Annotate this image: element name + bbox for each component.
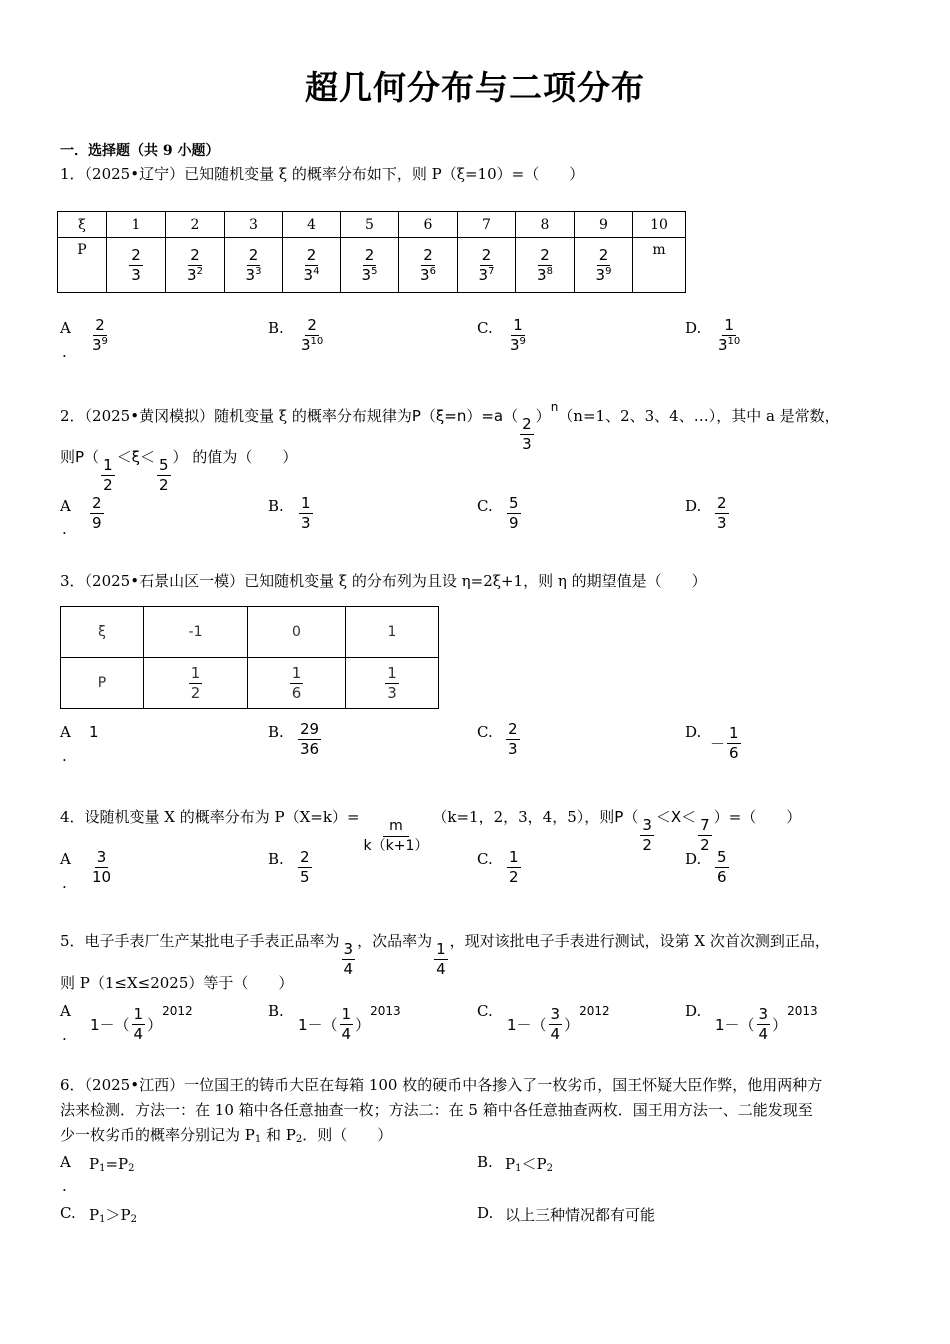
option-d-value: $\frac{1}{3^{10}}$ — [718, 316, 741, 354]
table-header-cell: 1 — [346, 607, 439, 658]
question-2-stem: 2．（2025•黄冈模拟）随机变量 ξ 的概率分布规律为P（ξ=n）=a（ $\frac{2}{3}$ ）$^n$（n=1、2、3、4、…），其中 a 是常数， — [60, 400, 840, 453]
table-header-cell: 7 — [458, 212, 516, 238]
question-6-line3: 少一枚劣币的概率分别记为 $P_1$ 和 $P_2$．则（ ） — [60, 1126, 393, 1145]
table-cell — [516, 238, 575, 293]
option-c-label: C. — [477, 850, 493, 868]
option-d-label: D. — [685, 723, 702, 741]
question-3-stem: 3．（2025•石景山区一模）已知随机变量 ξ 的分布列为且设 η=2ξ+1，则 η 的期望值是（ ） — [60, 572, 707, 590]
option-d-label: D. — [685, 1002, 702, 1020]
option-c-label: C. — [477, 723, 493, 741]
option-d-value: $\frac{2}{3}$ — [717, 494, 727, 532]
question-5-stem: 5．电子手表厂生产某批电子手表正品率为 $\frac{3}{4}$ ，次品率为 $\frac{1}{4}$ ，现对该批电子手表进行测试，设第 X 次首次测到正品， — [60, 932, 830, 978]
table-cell — [107, 238, 166, 293]
option-a-value: $\frac{3}{10}$ — [92, 848, 112, 886]
table-header-cell: ξ — [58, 212, 107, 238]
option-a-value: $P_1=P_2$ — [89, 1155, 135, 1174]
option-b-value: 1－（ $\frac{1}{4}$ ）$^{2013}$ — [298, 1004, 401, 1043]
option-d-label: D. — [685, 850, 702, 868]
table-cell — [575, 238, 633, 293]
option-b-value: $\frac{2}{5}$ — [300, 848, 310, 886]
question-4-stem: 4．设随机变量 X 的概率分布为 P（X=k）= $\frac{m}{k(k+1)}$ （k=1，2，3，4，5），则P（ $\frac{3}{2}$ ＜X＜ $\frac{7}{2}$ ）=（ ） — [60, 808, 802, 854]
table-cell: m — [633, 238, 686, 293]
table-cell: $\frac{1}{3}$ — [346, 658, 439, 709]
option-b-value: $P_1<P_2$ — [505, 1155, 553, 1174]
fraction: $\frac{2}{3^4}$ — [303, 245, 320, 284]
fraction: $\frac{2}{3^8}$ — [537, 245, 553, 284]
option-b-value: $\frac{29}{36}$ — [300, 720, 320, 758]
option-a-dot: . — [62, 1177, 67, 1195]
option-d-value: － $\frac{1}{6}$ — [710, 724, 739, 762]
table-header-cell: 5 — [341, 212, 399, 238]
option-c-label: C. — [477, 1002, 493, 1020]
table-cell: $\frac{1}{6}$ — [248, 658, 346, 709]
fraction: $\frac{2}{3^7}$ — [478, 245, 495, 284]
option-d-label: D. — [477, 1204, 494, 1222]
option-d-value: 以上三种情况都有可能 — [505, 1206, 656, 1224]
table-header-cell: 10 — [633, 212, 686, 238]
table-header-cell: 1 — [107, 212, 166, 238]
option-b-label: B. — [268, 850, 284, 868]
option-a-label: A — [60, 850, 71, 868]
option-a-dot: . — [62, 747, 67, 765]
option-d-label: D. — [685, 319, 702, 337]
fraction: $\frac{2}{3^6}$ — [420, 245, 436, 284]
question-6-line1: 6．（2025•江西）一位国王的铸币大臣在每箱 100 枚的硬币中各掺入了一枚劣币，国王怀疑大臣作弊，他用两种方 — [60, 1076, 823, 1094]
option-a-dot: . — [62, 520, 67, 538]
section-heading: 一．选择题（共 9 小题） — [60, 143, 220, 159]
option-c-value: $\frac{1}{2}$ — [509, 848, 519, 886]
table-cell: $\frac{1}{2}$ — [144, 658, 248, 709]
option-c-value: $\frac{2}{3}$ — [508, 720, 518, 758]
option-b-label: B. — [268, 1002, 284, 1020]
table-cell — [341, 238, 399, 293]
option-a-value: $\frac{2}{9}$ — [92, 494, 102, 532]
table-cell — [283, 238, 341, 293]
option-a-label: A — [60, 1153, 71, 1171]
option-c-value: $\frac{5}{9}$ — [509, 494, 519, 532]
fraction: $\frac{2}{3^3}$ — [245, 245, 262, 284]
option-a-dot: . — [62, 343, 67, 361]
question-1-stem: 1．（2025•辽宁）已知随机变量 ξ 的概率分布如下，则 P（ξ=10）=（ ） — [60, 165, 585, 183]
option-c-label: C. — [60, 1204, 76, 1222]
table-header-cell: -1 — [144, 607, 248, 658]
table-cell — [166, 238, 225, 293]
option-a-value: 1 — [89, 723, 99, 741]
table-cell — [225, 238, 283, 293]
table-row-label: P — [61, 658, 144, 709]
option-d-value: $\frac{5}{6}$ — [717, 848, 727, 886]
option-b-label: B. — [268, 723, 284, 741]
question-5-line2: 则 P（1≤X≤2025）等于（ ） — [60, 974, 294, 992]
option-d-value: 1－（ $\frac{3}{4}$ ）$^{2013}$ — [715, 1004, 818, 1043]
option-a-value: $\frac{2}{3^9}$ — [92, 316, 108, 354]
option-a-dot: . — [62, 874, 67, 892]
table-header-cell: 3 — [225, 212, 283, 238]
table-header-cell: 4 — [283, 212, 341, 238]
option-a-dot: . — [62, 1026, 67, 1044]
option-a-label: A — [60, 723, 71, 741]
question-6-line2: 法来检测．方法一：在 10 箱中各任意抽查一枚；方法二：在 5 箱中各任意抽查两枚．国王用方法一、二能发现至 — [60, 1101, 813, 1119]
option-a-label: A — [60, 319, 71, 337]
option-c-value: $P_1>P_2$ — [89, 1206, 137, 1225]
option-b-value: $\frac{2}{3^{10}}$ — [301, 316, 324, 354]
fraction: $\frac{2}{3^9}$ — [595, 245, 612, 284]
page-title: 超几何分布与二项分布 — [305, 68, 645, 107]
table-cell — [458, 238, 516, 293]
option-b-label: B. — [477, 1153, 493, 1171]
option-c-label: C. — [477, 497, 493, 515]
option-b-label: B. — [268, 319, 284, 337]
option-d-label: D. — [685, 497, 702, 515]
fraction: $\frac{2}{3}$ — [131, 245, 141, 284]
option-b-value: $\frac{1}{3}$ — [301, 494, 311, 532]
fraction: $\frac{2}{3^2}$ — [187, 245, 203, 284]
table-header-cell: 6 — [399, 212, 458, 238]
table-cell — [399, 238, 458, 293]
option-c-value: 1－（ $\frac{3}{4}$ ）$^{2012}$ — [507, 1004, 610, 1043]
q1-distribution-table — [57, 211, 686, 293]
option-c-label: C. — [477, 319, 493, 337]
option-c-value: $\frac{1}{3^9}$ — [510, 316, 526, 354]
table-header-cell: 9 — [575, 212, 633, 238]
table-header-cell: 0 — [248, 607, 346, 658]
table-header-cell: ξ — [61, 607, 144, 658]
option-b-label: B. — [268, 497, 284, 515]
question-2-line2: 则P（ $\frac{1}{2}$ ＜ξ＜ $\frac{5}{2}$ ） 的值为（ ） — [60, 448, 298, 494]
q3-distribution-table — [60, 606, 439, 709]
option-a-label: A — [60, 1002, 71, 1020]
fraction: $\frac{2}{3^5}$ — [361, 245, 378, 284]
option-a-label: A — [60, 497, 71, 515]
table-row-label: P — [58, 238, 107, 293]
table-header-cell: 2 — [166, 212, 225, 238]
table-header-cell: 8 — [516, 212, 575, 238]
option-a-value: 1－（ $\frac{1}{4}$ ）$^{2012}$ — [90, 1004, 193, 1043]
